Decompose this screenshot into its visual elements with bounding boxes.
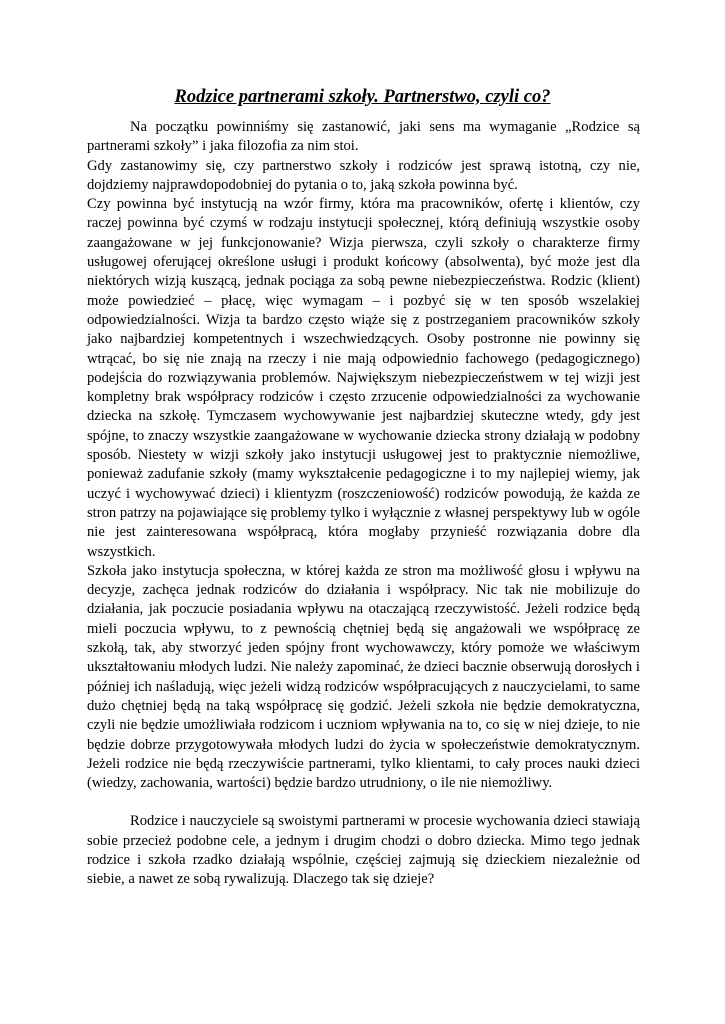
paragraph-question: Gdy zastanowimy się, czy partnerstwo szkoły i rodziców jest sprawą istotną, czy nie, dojdziemy najprawdopodobniej do pytania o to, jaką szkoła powinna być. (87, 157, 640, 193)
document-title: Rodzice partnerami szkoły. Partnerstwo, czyli co? (174, 87, 551, 107)
paragraph-intro: Na początku powinniśmy się zastanowić, jaki sens ma wymaganie „Rodzice są partnerami szkoły” i jaka filozofia za nim stoi. (87, 119, 640, 155)
paragraph-partners: Rodzice i nauczyciele są swoistymi partnerami w procesie wychowania dzieci stawiają sobie przecież podobne cele, a jednym i drugim chodzi o dobro dziecka. Mimo tego jednak rodzice i szkoła rzadko działają wspólnie, częściej zajmują się dzieckiem niezależnie od siebie, a nawet ze sobą rywalizują. Dlaczego tak się dzieje? (87, 813, 640, 888)
paragraph-social-institution: Szkoła jako instytucja społeczna, w której każda ze stron ma możliwość głosu i wpływu na decyzje, zachęca jednak rodziców do działania i współpracy. Nic tak nie mobilizuje do działania, jak poczucie posiadania wpływu na otaczającą rzeczywistość. Jeżeli rodzice będą mieli poczucia wpływu, to z pewnością chętniej będą się angażowali we współpracę ze szkołą, tak, aby stworzyć jeden spójny front wychowawczy, który pomoże we właściwym ukształtowaniu młodych ludzi. Nie należy zapominać, że dzieci bacznie obserwują dorosłych i później ich naśladują, więc jeżeli widzą rodziców współpracujących z nauczycielami, to same dużo chętniej będą na taką współpracę się godzić. Jeżeli szkoła nie będzie demokratyczna, czyli nie będzie umożliwiała rodzicom i uczniom wpływania na to, co się w niej dzieje, to nie będzie dobrze przygotowywała młodych ludzi do życia w społeczeństwie demokratycznym. Jeżeli rodzice nie będą rzeczywiście partnerami, tylko klientami, to cały proces nauki dzieci (wiedzy, zachowania, wartości) będzie bardzo utrudniony, o ile nie niemożliwy. (87, 562, 640, 792)
paragraph-firm-vision: Czy powinna być instytucją na wzór firmy, która ma pracowników, ofertę i klientów, czy raczej powinna być czymś w rodzaju instytucji społecznej, którą definiują wszystkie osoby zaangażowane w jej funkcjonowanie? Wizja pierwsza, czyli szkoły o charakterze firmy usługowej oferującej określone usługi i produkt końcowy (absolwenta), być może jest dla niektórych wizją kuszącą, jednak pociąga za sobą pewne niebezpieczeństwa. Rodzic (klient) może powiedzieć – płacę, więc wymagam – i pozbyć się w ten sposób wszelakiej odpowiedzialności. Wizja ta bardzo często wiąże się z postrzeganiem pracowników szkoły jako najbardziej kompetentnych i wszechwiedzących. Osoby postronne nie powinny się wtrącać, bo się nie znają na rzeczy i nie mają odpowiednio fachowego (pedagogicznego) podejścia do rozwiązywania problemów. Największym niebezpieczeństwem w tej wizji jest kompletny brak współpracy rodziców i często zrzucenie odpowiedzialności za wychowanie dziecka na szkołę. Tymczasem wychowywanie jest najbardziej skuteczne wtedy, gdy jest spójne, to znaczy wszystkie zaangażowane w wychowanie dziecka strony działają w podobny sposób. Niestety w wizji szkoły jako instytucji usługowej jest to praktycznie niemożliwe, ponieważ zadufanie szkoły (mamy wykształcenie pedagogiczne i to my najlepiej wiemy, jak uczyć i wychowywać dzieci) i klientyzm (roszczeniowość) rodziców powodują, że każda ze stron patrzy na pojawiające się problemy tylko i wyłącznie z własnej perspektywy lub w ogóle nie jest zainteresowana współpracą, która mogłaby przynieść rozwiązania dobre dla wszystkich. (87, 196, 640, 560)
document-body (87, 118, 640, 890)
